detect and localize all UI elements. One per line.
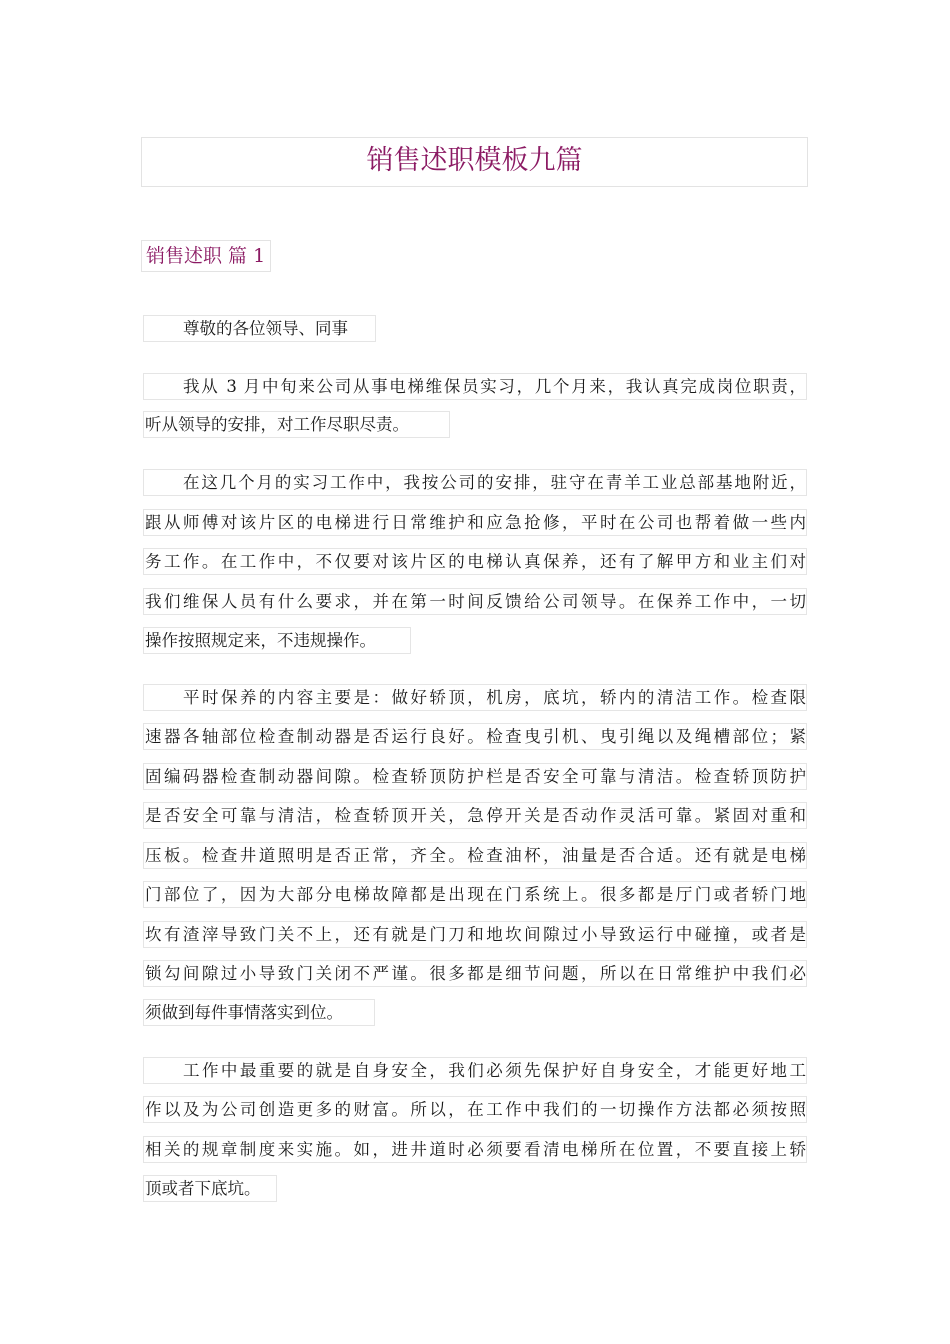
text-line: 听从领导的安排，对工作尽职尽责。 (143, 411, 450, 438)
text-line: 固编码器检查制动器间隙。检查轿顶防护栏是否安全可靠与清洁。检查轿顶防护 (143, 763, 807, 790)
text-line: 尊敬的各位领导、同事 (143, 315, 376, 342)
text-line: 作以及为公司创造更多的财富。所以，在工作中我们的一切操作方法都必须按照 (143, 1096, 807, 1123)
text-line: 务工作。在工作中，不仅要对该片区的电梯认真保养，还有了解甲方和业主们对 (143, 548, 807, 575)
text-line: 顶或者下底坑。 (143, 1175, 277, 1202)
text-line: 跟从师傅对该片区的电梯进行日常维护和应急抢修，平时在公司也帮着做一些内 (143, 509, 807, 536)
text-line: 是否安全可靠与清洁，检查轿顶开关，急停开关是否动作灵活可靠。紧固对重和 (143, 802, 807, 829)
section-heading: 销售述职 篇 1 (141, 240, 271, 272)
text-line: 相关的规章制度来实施。如，进井道时必须要看清电梯所在位置，不要直接上轿 (143, 1136, 807, 1163)
text-line: 工作中最重要的就是自身安全，我们必须先保护好自身安全，才能更好地工 (143, 1057, 807, 1084)
document-title: 销售述职模板九篇 (141, 137, 808, 187)
text-line: 平时保养的内容主要是：做好轿顶，机房，底坑，轿内的清洁工作。检查限 (143, 684, 807, 711)
text-line: 坎有渣滓导致门关不上，还有就是门刀和地坎间隙过小导致运行中碰撞，或者是 (143, 921, 807, 948)
text-line: 在这几个月的实习工作中，我按公司的安排，驻守在青羊工业总部基地附近， (143, 469, 807, 496)
text-line: 锁勾间隙过小导致门关闭不严谨。很多都是细节问题，所以在日常维护中我们必 (143, 960, 807, 987)
text-line: 我们维保人员有什么要求，并在第一时间反馈给公司领导。在保养工作中，一切 (143, 588, 807, 615)
text-line: 门部位了，因为大部分电梯故障都是出现在门系统上。很多都是厅门或者轿门地 (143, 881, 807, 908)
text-line: 压板。检查井道照明是否正常，齐全。检查油杯，油量是否合适。还有就是电梯 (143, 842, 807, 869)
text-line: 须做到每件事情落实到位。 (143, 999, 375, 1026)
text-line: 操作按照规定来，不违规操作。 (143, 627, 411, 654)
text-line: 我从 3 月中旬来公司从事电梯维保员实习，几个月来，我认真完成岗位职责， (143, 373, 807, 400)
text-line: 速器各轴部位检查制动器是否运行良好。检查曳引机、曳引绳以及绳槽部位；紧 (143, 723, 807, 750)
